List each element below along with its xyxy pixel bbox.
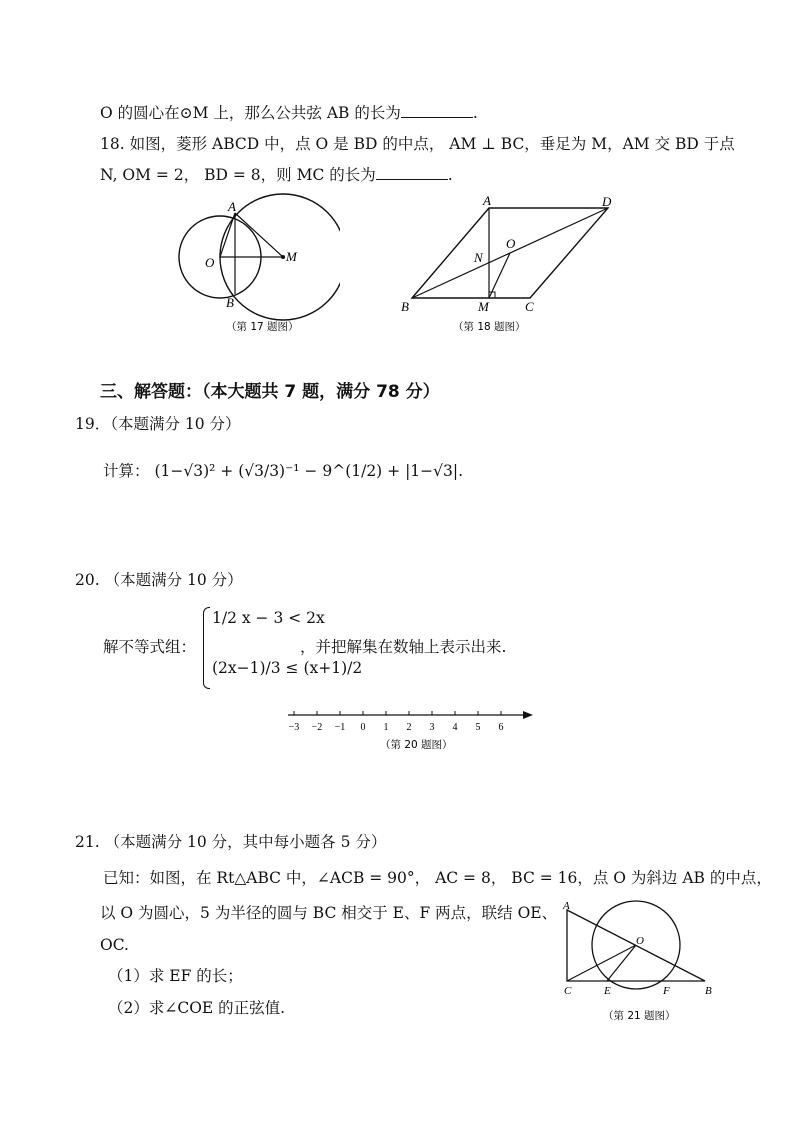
fig21-label-e: E bbox=[604, 985, 611, 997]
q19-prefix: 计算： bbox=[103, 462, 150, 480]
fig21-label-f: F bbox=[663, 985, 670, 997]
q18-line2: N, OM = 2， BD = 8，则 MC 的长为 . bbox=[100, 166, 453, 184]
q21-sub2: （2）求∠COE 的正弦值. bbox=[108, 999, 286, 1017]
q20-suffix: ，并把解集在数轴上表示出来. bbox=[300, 638, 507, 656]
fig17-label-a: A bbox=[228, 199, 236, 214]
fig18-label-c: C bbox=[525, 299, 534, 314]
q20-header: 20. （本题满分 10 分） bbox=[75, 571, 243, 589]
fig21-caption: （第 21 题图） bbox=[603, 1010, 676, 1022]
q21-line1: 已知：如图，在 Rt△ABC 中，∠ACB = 90°， AC = 8， BC = 16，点 O 为斜边 AB 的中点， bbox=[103, 869, 772, 887]
figure-17 bbox=[170, 190, 340, 340]
section-3-heading: 三、解答题：（本大题共 7 题，满分 78 分） bbox=[100, 382, 440, 402]
fig18-label-b: B bbox=[401, 299, 409, 314]
fig18-label-o: O bbox=[506, 236, 516, 251]
fig18-caption: （第 18 题图） bbox=[453, 321, 526, 333]
q21-line2: 以 O 为圆心，5 为半径的圆与 BC 相交于 E、F 两点，联结 OE、 bbox=[100, 904, 558, 922]
figure-18 bbox=[395, 190, 625, 340]
q17-tail-line: O 的圆心在⊙M 上，那么公共弦 AB 的长为 . bbox=[100, 104, 478, 122]
fig21-label-b: B bbox=[705, 985, 712, 997]
number-line-tick-label: 2 bbox=[406, 722, 412, 733]
number-line-tick-label: −1 bbox=[334, 722, 346, 733]
system-brace bbox=[203, 607, 210, 689]
fig18-label-d: D bbox=[602, 194, 612, 209]
q19-expression: (1−√3)² + (√3/3)⁻¹ − 9^(1/2) + |1−√3|. bbox=[154, 462, 464, 480]
fig18-label-m: M bbox=[478, 299, 489, 314]
number-line-tick-label: 1 bbox=[383, 722, 389, 733]
fig20-caption: （第 20 题图） bbox=[380, 739, 453, 751]
q18-answer-blank[interactable] bbox=[376, 165, 448, 180]
fig21-label-c: C bbox=[564, 985, 572, 997]
q18-text-1: 如图，菱形 ABCD 中，点 O 是 BD 的中点， AM ⊥ BC，垂足为 M，AM 交 BD 于点 bbox=[129, 135, 735, 153]
q19-header: 19．（本题满分 10 分） bbox=[75, 415, 241, 433]
number-line-tick-label: 3 bbox=[429, 722, 435, 733]
q21-header: 21. （本题满分 10 分，其中每小题各 5 分） bbox=[75, 833, 387, 851]
number-line-tick-label: 5 bbox=[475, 722, 481, 733]
number-line-tick-label: 6 bbox=[498, 722, 504, 733]
number-line-tick-label: −2 bbox=[311, 722, 323, 733]
q20-prefix: 解不等式组： bbox=[103, 638, 197, 656]
q17-tail-text: O 的圆心在⊙M 上，那么公共弦 AB 的长为 bbox=[100, 104, 401, 122]
q17-answer-blank[interactable] bbox=[401, 103, 473, 118]
fig18-label-a: A bbox=[483, 193, 491, 208]
number-line-tick-label: −3 bbox=[288, 722, 300, 733]
q18-text-2: N, OM = 2， BD = 8，则 MC 的长为 bbox=[100, 166, 376, 184]
q21-line3: OC. bbox=[100, 936, 129, 954]
figure-21 bbox=[555, 895, 725, 1025]
number-line-tick-label: 0 bbox=[360, 722, 366, 733]
fig21-label-a: A bbox=[563, 900, 570, 912]
fig17-caption: （第 17 题图） bbox=[226, 321, 299, 333]
q20-ineq-1: 1/2 x − 3 < 2x bbox=[212, 609, 325, 627]
q19-body bbox=[103, 461, 463, 481]
number-line-tick-label: 4 bbox=[452, 722, 458, 733]
fig17-label-o: O bbox=[205, 255, 215, 270]
q18-line1 bbox=[100, 134, 735, 154]
fig21-label-o: O bbox=[636, 935, 644, 947]
q21-sub1: （1）求 EF 的长； bbox=[108, 967, 243, 985]
q20-ineq-2: (2x−1)/3 ≤ (x+1)/2 bbox=[212, 659, 363, 677]
fig17-label-m: M bbox=[286, 249, 297, 264]
q18-number: 18. bbox=[100, 135, 125, 153]
fig18-label-n: N bbox=[474, 250, 483, 265]
fig17-label-b: B bbox=[226, 295, 234, 310]
number-line bbox=[280, 700, 545, 760]
